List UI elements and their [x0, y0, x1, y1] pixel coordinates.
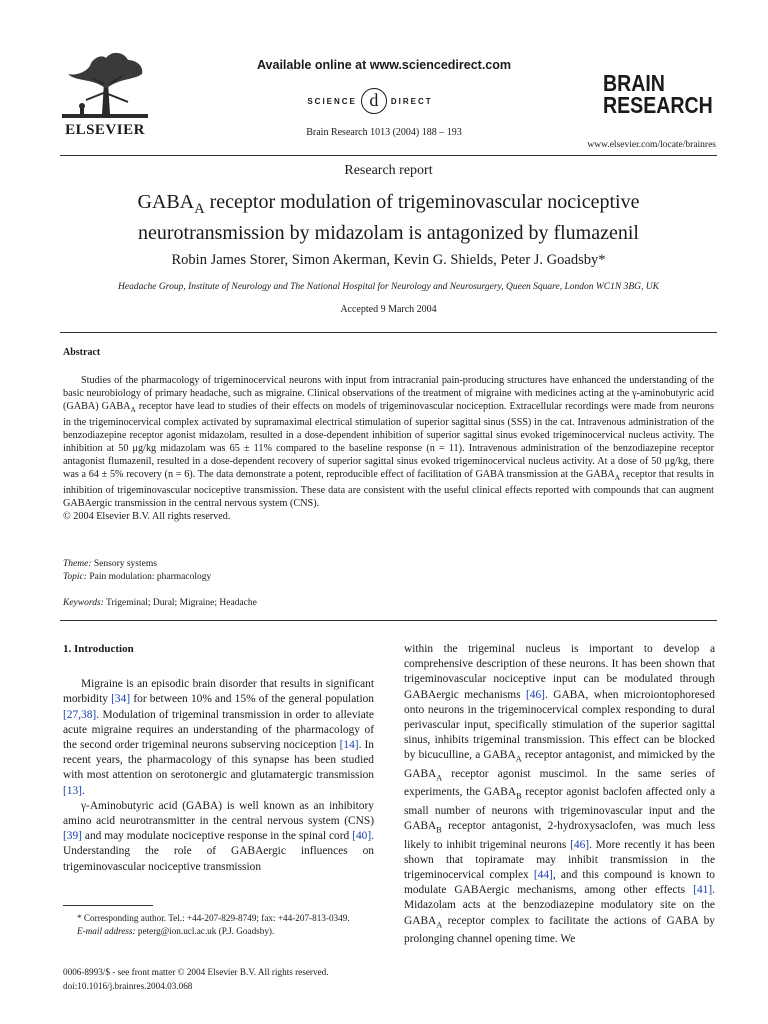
issn-line: 0006-8993/$ - see front matter © 2004 Elsevier B.V. All rights reserved.: [63, 967, 329, 977]
abstract-text-3: receptor that results in inhibition of trigeminovascular nociceptive transmission. These data are consistent with the useful clinical effects reported with compounds that can augment GABAergic transmission in the central nervous system (CNS).: [63, 469, 714, 510]
doi-line[interactable]: doi:10.1016/j.brainres.2004.03.068: [63, 981, 193, 991]
footnote: [63, 912, 374, 938]
r-sub: A: [436, 773, 443, 783]
topic-label: Topic:: [63, 572, 87, 582]
citation-link[interactable]: [40]: [352, 830, 372, 843]
citation-link[interactable]: [39]: [63, 830, 82, 843]
r-text-e: receptor agonist baclofen affected only a small number of neurons with trigeminovascular input and the GABA: [404, 786, 716, 833]
introduction-heading: 1. Introduction: [63, 643, 134, 655]
citation-link[interactable]: [46]: [526, 688, 545, 701]
title-line1-pre: GABA: [137, 191, 195, 213]
citation-link[interactable]: [14]: [339, 739, 359, 752]
sciencedirect-left: SCIENCE: [307, 96, 357, 106]
r-text-f: receptor antagonist, 2-hydroxysaclofen, was much less likely to inhibit trigeminal neurons: [404, 820, 715, 851]
p1-text-a: Migraine is an episodic brain disorder that results in significant morbidity: [63, 678, 374, 706]
accepted-date: Accepted 9 March 2004: [340, 304, 437, 315]
r-text-d: receptor agonist muscimol. In the same series of experiments, the GABA: [404, 767, 715, 799]
p2-text-c: . Understanding the role of GABAergic influences on trigeminovascular nociceptive transmission: [63, 830, 374, 873]
r-text-b: . GABA, when microiontophoresed onto neurons in the trigeminocervical complex responding to dural perivascular input, specifically stimulation of the superior sagittal sinus, inhibits trigeminal transmission. This effect can be blocked by bicuculline, a GABA: [404, 688, 715, 762]
available-online-notice: Available online at www.sciencedirect.com: [256, 58, 512, 72]
corresponding-author: * Corresponding author. Tel.: +44-207-829-8749; fax: +44-207-813-0349.: [77, 913, 350, 923]
keywords-label: Keywords:: [63, 598, 104, 608]
r-sub: B: [516, 791, 522, 801]
theme-label: Theme:: [63, 559, 92, 569]
right-paragraph: [404, 642, 715, 947]
sciencedirect-mark: d: [361, 88, 387, 114]
abstract-sub-2: A: [614, 473, 621, 483]
abstract-bottom-divider: [60, 620, 717, 621]
email-line: [63, 925, 374, 938]
r-text-j: receptor complex to facilitate the actions of GABA by prolonging channel opening time. We: [404, 914, 715, 946]
citation-link[interactable]: [44]: [533, 868, 553, 881]
affiliation: Headache Group, Institute of Neurology and The National Hospital for Neurology and Neurosurgery, Queen Square, London WC1N 3BG, UK: [118, 282, 659, 292]
r-text-g: . More recently it has been shown that topiramate may inhibit transmission in the trigeminocervical complex: [404, 838, 715, 881]
title-line1-post: receptor modulation of trigeminovascular nociceptive: [204, 191, 640, 213]
article-title: [60, 190, 717, 245]
journal-name-line1: BRAIN: [603, 70, 665, 96]
r-text-h: , and this compound is known to modulate GABAergic mechanisms, among other effects: [404, 868, 715, 897]
citation-link[interactable]: [41]: [693, 884, 713, 897]
theme-value: Sensory systems: [93, 559, 157, 569]
citation-link[interactable]: [27,38]: [63, 708, 97, 721]
issn-block: [63, 965, 393, 993]
sciencedirect-right: DIRECT: [390, 96, 433, 106]
footnote-divider: [63, 905, 153, 906]
p1-text-d: . In recent years, the pharmacology of this synapse has been studied with most attention on serotonergic and glutamatergic transmission: [63, 739, 374, 782]
p1-text-c: . Modulation of trigeminal transmission in order to alleviate acute migraine requires an understanding of the pharmacology of the second order trigeminal neurons subserving nociception: [63, 708, 374, 752]
abstract-top-divider: [60, 332, 717, 333]
section-label: Research report: [344, 163, 433, 178]
p1-text-b: for between 10% and 15% of the general population: [130, 693, 374, 706]
sciencedirect-logo: [290, 88, 450, 114]
citation-link[interactable]: [34]: [111, 693, 131, 706]
journal-reference: Brain Research 1013 (2004) 188 – 193: [306, 127, 462, 138]
intro-paragraph-1: [63, 677, 374, 799]
title-line2: neurotransmission by midazolam is antagonized by flumazenil: [138, 222, 639, 244]
copyright: © 2004 Elsevier B.V. All rights reserved.: [63, 511, 231, 523]
citation-link[interactable]: [46]: [570, 838, 590, 851]
p2-text-a: γ-Aminobutyric acid (GABA) is well known as an inhibitory amino acid neurotransmitter in the central nervous system (CNS): [63, 799, 374, 828]
publisher-wordmark: ELSEVIER: [65, 122, 145, 138]
authors: Robin James Storer, Simon Akerman, Kevin G. Shields, Peter J. Goadsby*: [171, 252, 606, 268]
topic-value: Pain modulation: pharmacology: [89, 572, 212, 582]
journal-name-line2: RESEARCH: [603, 92, 713, 118]
r-sub: A: [436, 919, 443, 929]
r-sub: A: [515, 754, 522, 764]
abstract-text-1: Studies of the pharmacology of trigeminocervical neurons with input from intracranial pain-producing structures have enhanced the understanding of the basic neurobiology of primary headache, such as migraine. Clinical observations of the treatment of migraine with medicines acting at the γ-aminobutyric acid (GABA) GABA: [63, 375, 714, 412]
title-sub: A: [194, 201, 205, 217]
r-sub: B: [436, 825, 442, 835]
email-label: E-mail address:: [77, 926, 136, 936]
theme-line: [63, 559, 157, 569]
r-text-i: . Midazolam acts at the benzodiazepine modulatory site on the GABA: [404, 884, 715, 927]
journal-name: [603, 70, 713, 118]
intro-paragraph-2: [63, 799, 374, 875]
right-column: [404, 642, 715, 947]
left-column: [63, 642, 374, 875]
abstract-sub-1: A: [130, 405, 136, 415]
header-divider: [60, 155, 717, 156]
abstract-body: [63, 374, 714, 523]
abstract-text-2: receptor have lead to studies of their effects on models of trigeminovascular nociception. Extracellular recordings were made from neurons in the trigeminocervical complex activated by supramaximal electrical stimulation of superior sagittal sinus (SSS) in the cat. Intravenous administration of the benzodiazepine receptor agonist midazolam, resulted in a dose-dependent inhibition of superior sagittal sinus evoked trigeminocervical nucleus activity. The inhibition at 50 μg/kg midazolam was 65 ± 11% compared to the baseline response (n = 11). Intravenous administration of the benzodiazepine receptor antagonist flumazenil, resulted in a dose-dependent recovery of superior sagittal sinus evoked trigeminocervical nucleus activity. At a dose of 50 μg/kg, there was a 64 ± 5% recovery (n = 6). The data demonstrate a potent, reproducible effect of facilitation of GABA transmission at the GABA: [63, 401, 714, 481]
abstract-heading: Abstract: [63, 347, 101, 358]
r-text-a: within the trigeminal nucleus is important to develop a comprehensive description of these neurons. It has been shown that trigeminovascular nociceptive input can be modulated through GABAergic mechanisms: [404, 643, 715, 701]
citation-link[interactable]: [13]: [63, 784, 82, 797]
journal-url[interactable]: www.elsevier.com/locate/brainres: [587, 140, 716, 150]
elsevier-tree-logo: [62, 48, 148, 120]
keywords-value: Trigeminal; Dural; Migraine; Headache: [106, 598, 257, 608]
email-value[interactable]: peterg@ion.ucl.ac.uk (P.J. Goadsby).: [135, 926, 275, 936]
p2-text-b: and may modulate nociceptive response in the spinal cord: [81, 830, 353, 843]
keywords-line: [63, 598, 257, 608]
topic-line: [63, 572, 211, 582]
r-text-c: receptor antagonist, and mimicked by the GABA: [404, 749, 715, 780]
p1-text-e: .: [81, 784, 85, 797]
